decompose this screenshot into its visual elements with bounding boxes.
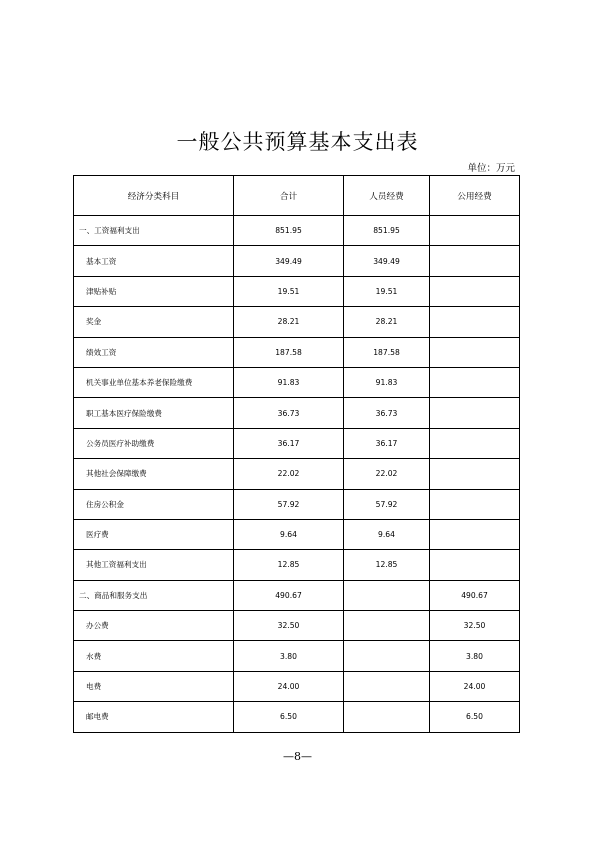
row-category-cell: 水费 — [74, 641, 234, 671]
row-personnel-cell: 36.17 — [344, 428, 430, 458]
row-personnel-cell: 12.85 — [344, 550, 430, 580]
row-public-cell — [430, 428, 520, 458]
row-personnel-cell — [344, 671, 430, 701]
row-public-cell — [430, 367, 520, 397]
row-public-cell: 6.50 — [430, 702, 520, 732]
row-public-cell — [430, 398, 520, 428]
row-category-cell: 津贴补贴 — [74, 276, 234, 306]
row-public-cell: 32.50 — [430, 611, 520, 641]
row-category-cell: 二、商品和服务支出 — [74, 580, 234, 610]
row-total-cell: 32.50 — [234, 611, 344, 641]
row-public-cell: 3.80 — [430, 641, 520, 671]
table-row — [74, 519, 520, 549]
row-total-cell: 91.83 — [234, 367, 344, 397]
page-title: 一般公共预算基本支出表 — [176, 130, 419, 154]
header-public: 公用经费 — [430, 176, 520, 216]
row-category-cell: 公务员医疗补助缴费 — [74, 428, 234, 458]
row-personnel-cell — [344, 580, 430, 610]
row-total-cell: 9.64 — [234, 519, 344, 549]
row-public-cell: 490.67 — [430, 580, 520, 610]
row-category-cell: 住房公积金 — [74, 489, 234, 519]
table-row — [74, 367, 520, 397]
row-public-cell: 24.00 — [430, 671, 520, 701]
table-row — [74, 641, 520, 671]
row-public-cell — [430, 519, 520, 549]
row-total-cell: 36.73 — [234, 398, 344, 428]
row-category-cell: 奖金 — [74, 307, 234, 337]
table-row — [74, 246, 520, 276]
table-row — [74, 702, 520, 732]
row-public-cell — [430, 337, 520, 367]
table-row — [74, 216, 520, 246]
row-personnel-cell: 187.58 — [344, 337, 430, 367]
row-total-cell: 19.51 — [234, 276, 344, 306]
row-public-cell — [430, 216, 520, 246]
row-personnel-cell: 349.49 — [344, 246, 430, 276]
row-personnel-cell: 36.73 — [344, 398, 430, 428]
table-row — [74, 459, 520, 489]
row-personnel-cell: 28.21 — [344, 307, 430, 337]
row-total-cell: 12.85 — [234, 550, 344, 580]
row-total-cell: 851.95 — [234, 216, 344, 246]
row-personnel-cell — [344, 702, 430, 732]
row-total-cell: 57.92 — [234, 489, 344, 519]
table-row — [74, 307, 520, 337]
row-personnel-cell: 22.02 — [344, 459, 430, 489]
header-personnel: 人员经费 — [344, 176, 430, 216]
table-row — [74, 276, 520, 306]
table-row — [74, 611, 520, 641]
budget-table — [73, 175, 520, 733]
row-category-cell: 绩效工资 — [74, 337, 234, 367]
page-number: —8— — [283, 750, 312, 763]
table-row — [74, 337, 520, 367]
table-row — [74, 671, 520, 701]
table-header-row — [74, 176, 520, 216]
table-row — [74, 580, 520, 610]
table-row — [74, 489, 520, 519]
table-row — [74, 428, 520, 458]
row-category-cell: 邮电费 — [74, 702, 234, 732]
row-personnel-cell — [344, 641, 430, 671]
row-total-cell: 36.17 — [234, 428, 344, 458]
row-total-cell: 187.58 — [234, 337, 344, 367]
table-row — [74, 550, 520, 580]
row-personnel-cell: 57.92 — [344, 489, 430, 519]
row-personnel-cell — [344, 611, 430, 641]
row-public-cell — [430, 307, 520, 337]
row-total-cell: 3.80 — [234, 641, 344, 671]
row-personnel-cell: 9.64 — [344, 519, 430, 549]
header-total: 合计 — [234, 176, 344, 216]
row-public-cell — [430, 246, 520, 276]
row-public-cell — [430, 459, 520, 489]
row-category-cell: 其他社会保障缴费 — [74, 459, 234, 489]
row-category-cell: 基本工资 — [74, 246, 234, 276]
row-category-cell: 一、工资福利支出 — [74, 216, 234, 246]
row-total-cell: 28.21 — [234, 307, 344, 337]
row-personnel-cell: 19.51 — [344, 276, 430, 306]
row-category-cell: 职工基本医疗保险缴费 — [74, 398, 234, 428]
unit-label: 单位：万元 — [467, 163, 515, 174]
row-category-cell: 办公费 — [74, 611, 234, 641]
row-public-cell — [430, 550, 520, 580]
row-total-cell: 6.50 — [234, 702, 344, 732]
row-total-cell: 349.49 — [234, 246, 344, 276]
row-total-cell: 490.67 — [234, 580, 344, 610]
row-public-cell — [430, 489, 520, 519]
row-category-cell: 其他工资福利支出 — [74, 550, 234, 580]
row-public-cell — [430, 276, 520, 306]
row-personnel-cell: 851.95 — [344, 216, 430, 246]
table-row — [74, 398, 520, 428]
row-category-cell: 电费 — [74, 671, 234, 701]
row-category-cell: 医疗费 — [74, 519, 234, 549]
header-category: 经济分类科目 — [74, 176, 234, 216]
row-total-cell: 22.02 — [234, 459, 344, 489]
row-total-cell: 24.00 — [234, 671, 344, 701]
row-personnel-cell: 91.83 — [344, 367, 430, 397]
row-category-cell: 机关事业单位基本养老保险缴费 — [74, 367, 234, 397]
